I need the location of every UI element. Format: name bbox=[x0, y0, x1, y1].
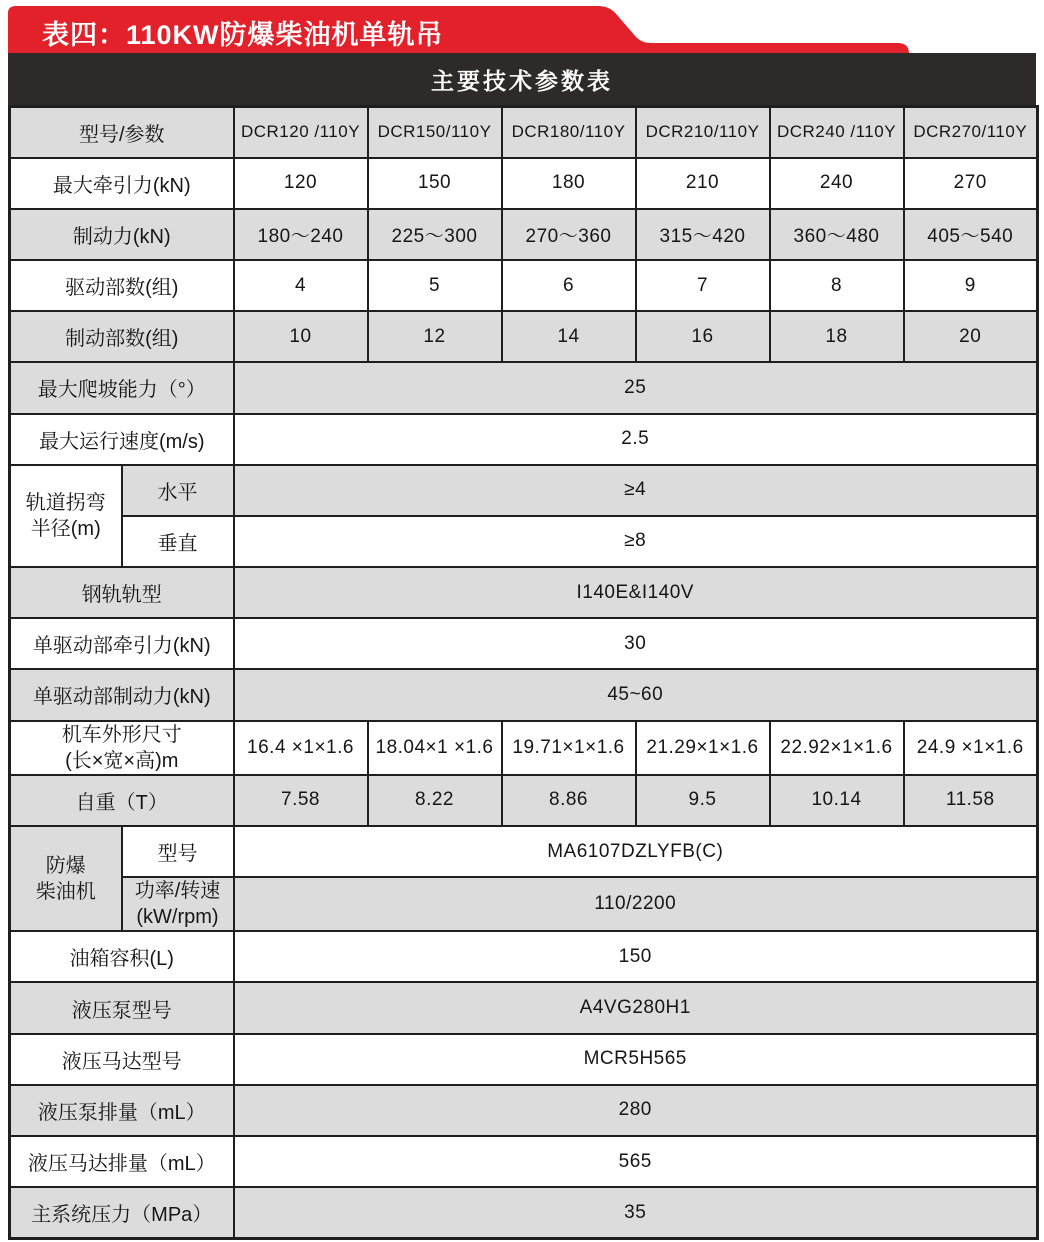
table-row-pump-displacement bbox=[10, 1085, 1038, 1136]
table-row-bend-radius-vertical bbox=[10, 516, 1038, 567]
page-banner bbox=[0, 0, 1044, 60]
row-label-line: 功率/转速 bbox=[134, 880, 221, 903]
row-group-label-engine bbox=[10, 826, 122, 931]
table-row-header bbox=[10, 107, 1038, 158]
cell-value: 180 bbox=[502, 158, 636, 209]
table-row-fuel-tank bbox=[10, 931, 1038, 982]
cell-value: 14 bbox=[502, 311, 636, 362]
row-label: 最大运行速度(m/s) bbox=[10, 414, 234, 465]
row-label-line: 轨道拐弯 bbox=[25, 491, 106, 514]
row-label: 油箱容积(L) bbox=[10, 931, 234, 982]
row-sublabel bbox=[122, 877, 234, 931]
row-label-line: 防爆 bbox=[45, 854, 86, 877]
model-name: DCR240 /110Y bbox=[770, 107, 904, 158]
table-row-single-drive-braking bbox=[10, 669, 1038, 720]
cell-value: 24.9 ×1×1.6 bbox=[904, 721, 1038, 775]
cell-value: 35 bbox=[234, 1187, 1038, 1238]
table-row-engine-model bbox=[10, 826, 1038, 877]
cell-value: 120 bbox=[234, 158, 368, 209]
cell-value: 110/2200 bbox=[234, 877, 1038, 931]
model-name: DCR180/110Y bbox=[502, 107, 636, 158]
cell-value: 12 bbox=[368, 311, 502, 362]
cell-value: 270～360 bbox=[502, 209, 636, 260]
table-row-max-traction bbox=[10, 158, 1038, 209]
row-label: 单驱动部牵引力(kN) bbox=[10, 618, 234, 669]
cell-value: 405～540 bbox=[904, 209, 1038, 260]
row-label: 液压马达排量（mL） bbox=[10, 1136, 234, 1187]
cell-value: 10.14 bbox=[770, 775, 904, 826]
cell-value: ≥4 bbox=[234, 465, 1038, 516]
row-label: 制动部数(组) bbox=[10, 311, 234, 362]
cell-value: A4VG280H1 bbox=[234, 982, 1038, 1033]
cell-value: 8.22 bbox=[368, 775, 502, 826]
cell-value: 225～300 bbox=[368, 209, 502, 260]
table-row-motor-model bbox=[10, 1034, 1038, 1085]
cell-value: 9 bbox=[904, 260, 1038, 311]
table-row-weight bbox=[10, 775, 1038, 826]
table-row-rail-type bbox=[10, 567, 1038, 618]
cell-value: 4 bbox=[234, 260, 368, 311]
table-caption-bar bbox=[8, 53, 1036, 105]
cell-value: 18.04×1 ×1.6 bbox=[368, 721, 502, 775]
row-group-label-bend-radius bbox=[10, 465, 122, 567]
row-label-line: (kW/rpm) bbox=[136, 906, 219, 929]
cell-value: 9.5 bbox=[636, 775, 770, 826]
row-label: 驱动部数(组) bbox=[10, 260, 234, 311]
row-label: 自重（T） bbox=[10, 775, 234, 826]
cell-value: 280 bbox=[234, 1085, 1038, 1136]
table-row-gradeability bbox=[10, 362, 1038, 413]
cell-value: 315～420 bbox=[636, 209, 770, 260]
row-label: 液压马达型号 bbox=[10, 1034, 234, 1085]
cell-value: 5 bbox=[368, 260, 502, 311]
model-name: DCR210/110Y bbox=[636, 107, 770, 158]
cell-value: 270 bbox=[904, 158, 1038, 209]
cell-value: ≥8 bbox=[234, 516, 1038, 567]
cell-value: 150 bbox=[234, 931, 1038, 982]
row-label: 液压泵型号 bbox=[10, 982, 234, 1033]
row-label: 主系统压力（MPa） bbox=[10, 1187, 234, 1238]
cell-value: 25 bbox=[234, 362, 1038, 413]
row-label bbox=[10, 721, 234, 775]
table-row-engine-power bbox=[10, 877, 1038, 931]
cell-value: 180～240 bbox=[234, 209, 368, 260]
cell-value: 21.29×1×1.6 bbox=[636, 721, 770, 775]
cell-value: MA6107DZLYFB(C) bbox=[234, 826, 1038, 877]
cell-value: 7 bbox=[636, 260, 770, 311]
table-row-drive-units bbox=[10, 260, 1038, 311]
cell-value: 240 bbox=[770, 158, 904, 209]
cell-value: 19.71×1×1.6 bbox=[502, 721, 636, 775]
cell-value: 30 bbox=[234, 618, 1038, 669]
table-row-single-drive-traction bbox=[10, 618, 1038, 669]
row-label-line: (长×宽×高)m bbox=[65, 749, 179, 772]
cell-value: 45~60 bbox=[234, 669, 1038, 720]
row-label: 最大牵引力(kN) bbox=[10, 158, 234, 209]
table-row-motor-displacement bbox=[10, 1136, 1038, 1187]
row-label: 钢轨轨型 bbox=[10, 567, 234, 618]
cell-value: 10 bbox=[234, 311, 368, 362]
table-caption: 主要技术参数表 bbox=[431, 67, 613, 94]
cell-value: 18 bbox=[770, 311, 904, 362]
model-name: DCR150/110Y bbox=[368, 107, 502, 158]
cell-value: 11.58 bbox=[904, 775, 1038, 826]
cell-value: 360～480 bbox=[770, 209, 904, 260]
cell-value: 16 bbox=[636, 311, 770, 362]
cell-value: 16.4 ×1×1.6 bbox=[234, 721, 368, 775]
cell-value: 2.5 bbox=[234, 414, 1038, 465]
cell-value: 8.86 bbox=[502, 775, 636, 826]
row-label-line: 柴油机 bbox=[35, 880, 96, 903]
cell-value: MCR5H565 bbox=[234, 1034, 1038, 1085]
cell-value: 22.92×1×1.6 bbox=[770, 721, 904, 775]
header-label: 型号/参数 bbox=[10, 107, 234, 158]
table-row-system-pressure bbox=[10, 1187, 1038, 1238]
table-row-bend-radius-horizontal bbox=[10, 465, 1038, 516]
table-row-pump-model bbox=[10, 982, 1038, 1033]
cell-value: 565 bbox=[234, 1136, 1038, 1187]
row-label-line: 机车外形尺寸 bbox=[61, 723, 182, 746]
cell-value: 150 bbox=[368, 158, 502, 209]
cell-value: 6 bbox=[502, 260, 636, 311]
table-row-max-speed bbox=[10, 414, 1038, 465]
table-row-dimensions bbox=[10, 721, 1038, 775]
row-sublabel: 垂直 bbox=[122, 516, 234, 567]
row-sublabel: 型号 bbox=[122, 826, 234, 877]
row-label: 制动力(kN) bbox=[10, 209, 234, 260]
row-sublabel: 水平 bbox=[122, 465, 234, 516]
cell-value: 7.58 bbox=[234, 775, 368, 826]
row-label: 单驱动部制动力(kN) bbox=[10, 669, 234, 720]
model-name: DCR120 /110Y bbox=[234, 107, 368, 158]
table-row-braking-force bbox=[10, 209, 1038, 260]
row-label-line: 半径(m) bbox=[30, 517, 101, 540]
cell-value: I140E&I140V bbox=[234, 567, 1038, 618]
page-title: 表四：110KW防爆柴油机单轨吊 bbox=[42, 20, 444, 50]
table-row-brake-units bbox=[10, 311, 1038, 362]
cell-value: 8 bbox=[770, 260, 904, 311]
model-name: DCR270/110Y bbox=[904, 107, 1038, 158]
cell-value: 210 bbox=[636, 158, 770, 209]
spec-table bbox=[8, 105, 1039, 1240]
row-label: 液压泵排量（mL） bbox=[10, 1085, 234, 1136]
row-label: 最大爬坡能力（°） bbox=[10, 362, 234, 413]
cell-value: 20 bbox=[904, 311, 1038, 362]
